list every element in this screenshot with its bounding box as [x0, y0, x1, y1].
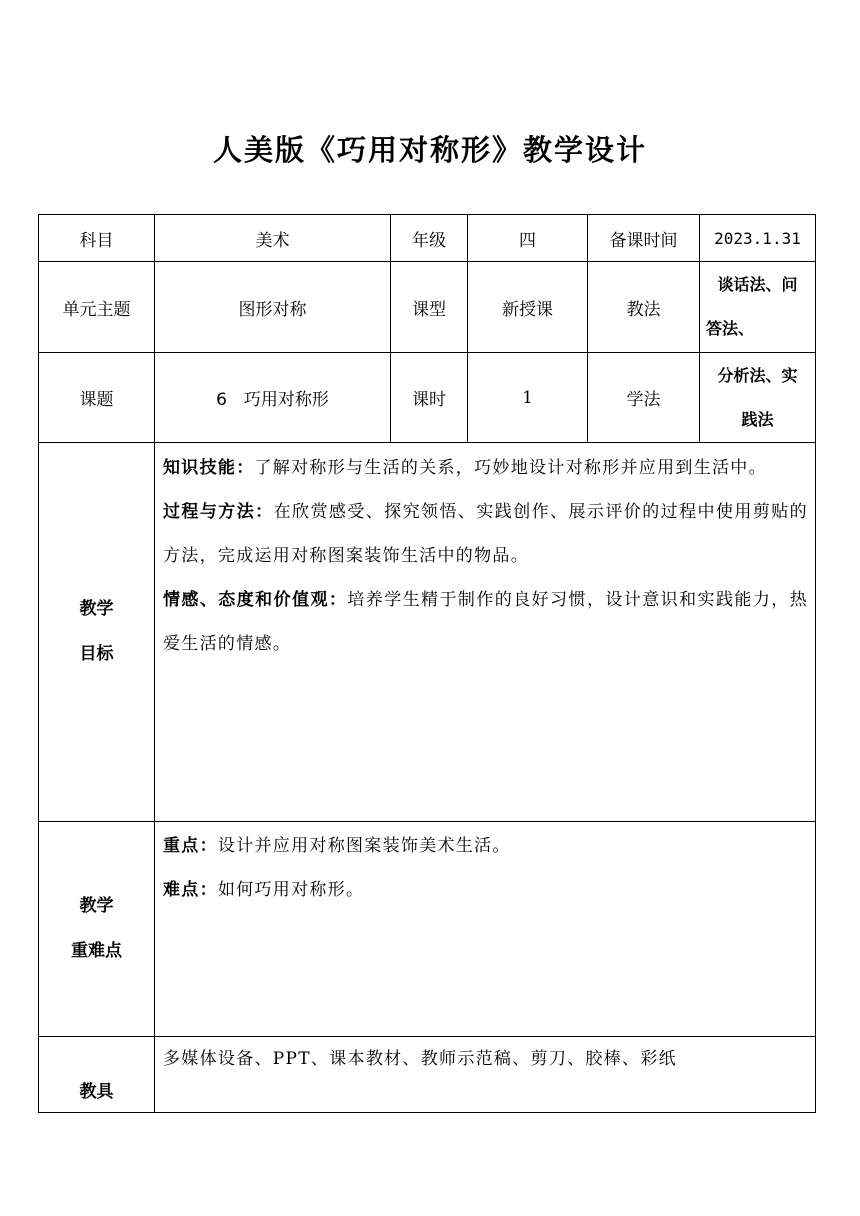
- emotion-text: 培养学生精于制作的良好习惯，设计意识和实践能力，热爱生活的情感。: [163, 590, 809, 654]
- objective-emotion: [163, 578, 808, 666]
- focus-text: 设计并应用对称图案装饰美术生活。: [217, 836, 511, 856]
- class-hours-value: 1: [522, 387, 533, 408]
- process-label: 过程与方法：: [163, 502, 274, 522]
- class-hours-label: 课时: [412, 390, 446, 410]
- topic-value: 6 巧用对称形: [216, 390, 329, 410]
- prep-time-value: 2023.1.31: [714, 228, 801, 248]
- lesson-plan-table: [38, 214, 816, 1113]
- objectives-label: [39, 443, 154, 821]
- objectives-content: [163, 446, 808, 666]
- lesson-type-label: 课型: [412, 299, 446, 320]
- focus-label: 重点：: [163, 836, 218, 856]
- difficulty-label: 难点：: [163, 880, 218, 900]
- teaching-method-line1: 谈话法、问: [717, 275, 798, 294]
- lesson-type-value: 新授课: [502, 299, 553, 320]
- key-points-content: [163, 824, 808, 912]
- learning-method-label: 学法: [626, 390, 661, 410]
- document-title: 人美版《巧用对称形》教学设计: [212, 133, 647, 167]
- difficulty-text: 如何巧用对称形。: [217, 880, 365, 900]
- emotion-label: 情感、态度和价值观：: [163, 590, 348, 610]
- tools-text: 多媒体设备、PPT、课本教材、教师示范稿、剪刀、胶棒、彩纸: [163, 1049, 677, 1069]
- topic-label: 课题: [79, 390, 114, 410]
- tools-label: 教具: [79, 1082, 114, 1102]
- tools-content: [163, 1037, 808, 1081]
- knowledge-text: 了解对称形与生活的关系，巧妙地设计对称形并应用到生活中。: [254, 458, 767, 478]
- subject-value: 美术: [255, 230, 290, 251]
- key-points-label-line2: 重难点: [71, 941, 122, 961]
- teaching-method-value: [700, 262, 815, 352]
- process-text: 在欣赏感受、探究领悟、实践创作、展示评价的过程中使用剪贴的方法，完成运用对称图案装饰生活中的物品。: [163, 502, 808, 566]
- subject-label: 科目: [79, 230, 114, 251]
- teaching-method-label: 教法: [626, 299, 661, 320]
- unit-value: 图形对称: [238, 299, 307, 320]
- objectives-label-line1: 教学: [79, 599, 114, 619]
- grade-value: 四: [519, 230, 536, 251]
- prep-time-label: 备课时间: [609, 230, 678, 251]
- objective-knowledge: [163, 446, 808, 490]
- knowledge-label: 知识技能：: [163, 458, 255, 478]
- key-points-label-line1: 教学: [79, 896, 114, 916]
- learning-method-line2: 践法: [741, 409, 774, 429]
- unit-label: 单元主题: [62, 299, 131, 320]
- key-focus: [163, 824, 808, 868]
- learning-method-line1: 分析法、实: [717, 365, 798, 385]
- key-points-label: [39, 822, 154, 1036]
- objectives-label-line2: 目标: [79, 644, 114, 664]
- grade-label: 年级: [412, 230, 446, 251]
- learning-method-value: [700, 353, 815, 442]
- key-difficulty: [163, 868, 808, 912]
- teaching-method-line2: 答法、: [706, 319, 755, 338]
- objective-process: [163, 490, 808, 578]
